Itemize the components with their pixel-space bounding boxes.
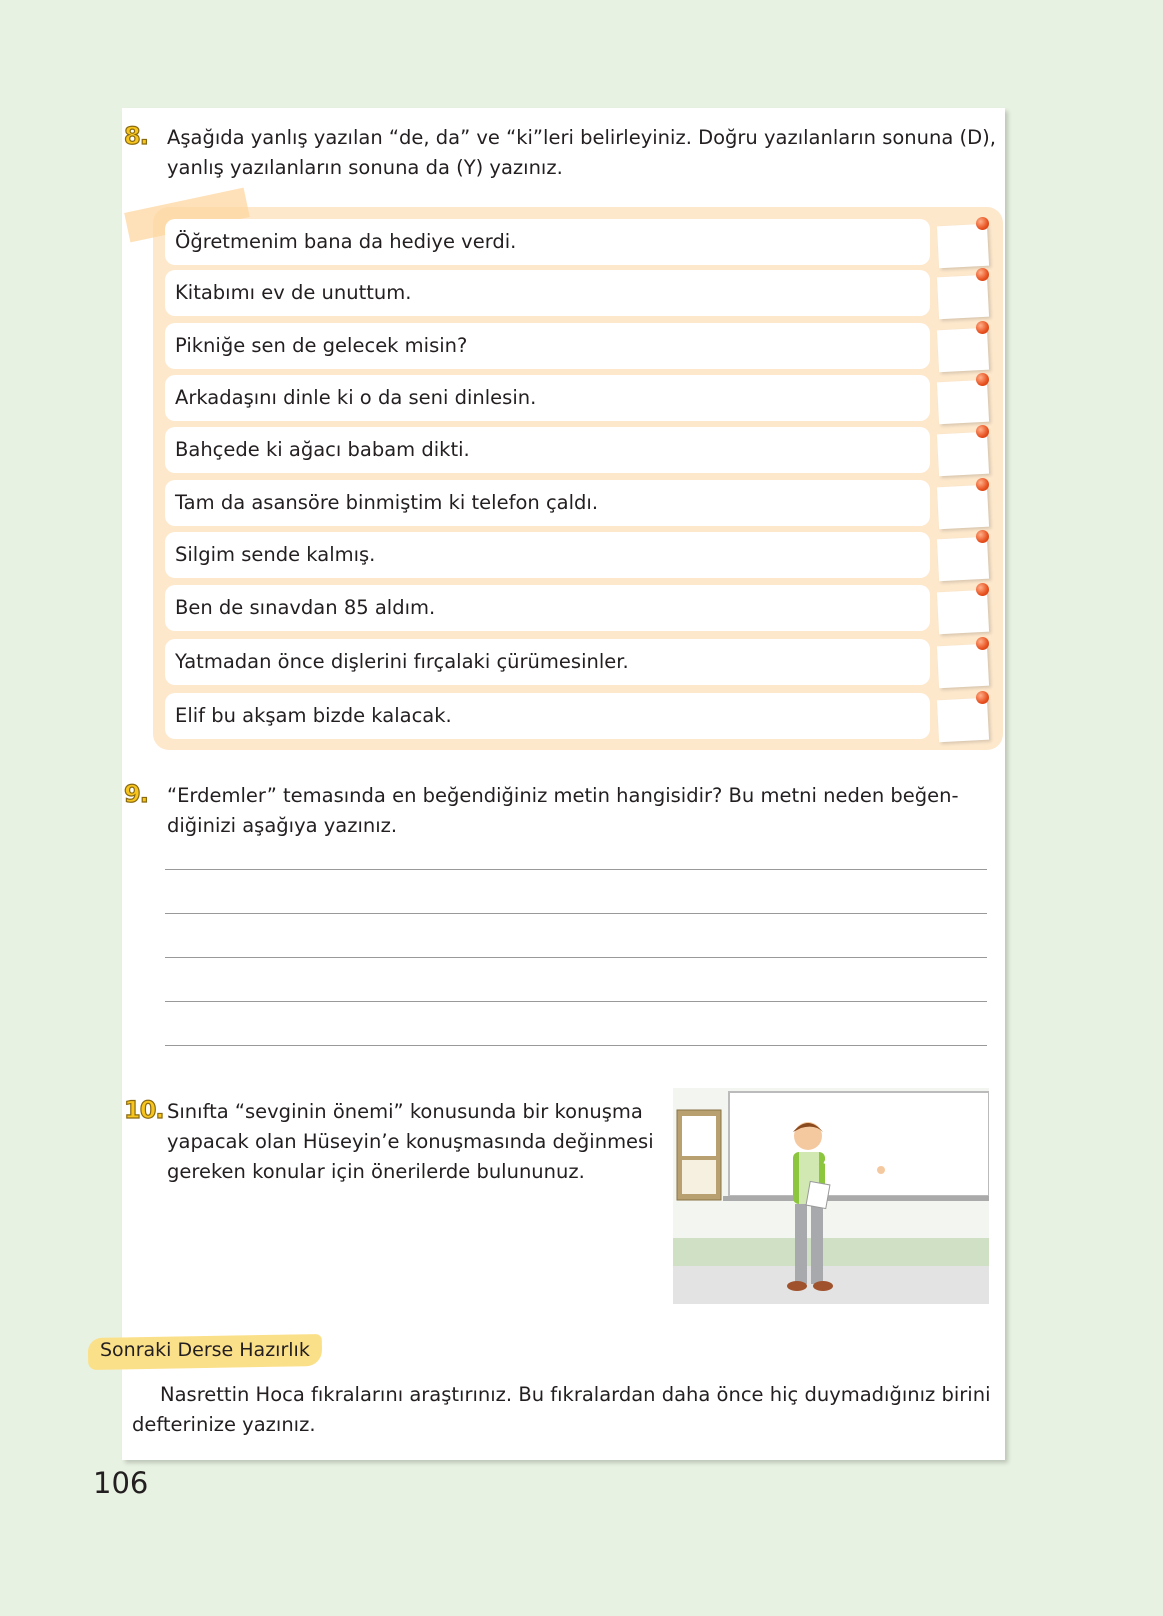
teacher-illustration	[673, 1088, 989, 1304]
question-9-line1: “Erdemler” temasında en beğendiğiniz metin hangisidir? Bu metni neden beğen-	[167, 784, 959, 807]
sentence-row	[165, 270, 930, 316]
pushpin-icon	[976, 530, 989, 543]
pushpin-icon	[976, 217, 989, 230]
pushpin-icon	[976, 268, 989, 281]
answer-note[interactable]	[937, 644, 989, 689]
next-lesson-line2: defterinize yazınız.	[132, 1413, 316, 1436]
question-10-line3: gereken konular için önerilerde bulununuz.	[167, 1160, 585, 1183]
sentence-row	[165, 323, 930, 369]
sentence-row	[165, 639, 930, 685]
sentence-text: Silgim sende kalmış.	[175, 543, 376, 566]
question-10-line1: Sınıfta “sevginin önemi” konusunda bir konuşma	[167, 1100, 643, 1123]
pushpin-icon	[976, 583, 989, 596]
question-9-line2: diğinizi aşağıya yazınız.	[167, 814, 398, 837]
page-number: 106	[93, 1466, 149, 1500]
answer-note[interactable]	[937, 432, 989, 477]
sentence-text: Pikniğe sen de gelecek misin?	[175, 334, 468, 357]
question-8-line1: Aşağıda yanlış yazılan “de, da” ve “ki”leri belirleyiniz. Doğru yazılanların sonuna (D),	[167, 126, 996, 149]
question-10-number: 10.	[124, 1096, 164, 1124]
question-8-line2: yanlış yazılanların sonuna da (Y) yazınız.	[167, 156, 563, 179]
question-10-line2: yapacak olan Hüseyin’e konuşmasında değinmesi	[167, 1130, 654, 1153]
pushpin-icon	[976, 637, 989, 650]
answer-note[interactable]	[937, 698, 989, 743]
question-9-text	[167, 781, 959, 841]
pushpin-icon	[976, 691, 989, 704]
sentence-row	[165, 427, 930, 473]
sentence-row	[165, 375, 930, 421]
next-lesson-text	[132, 1380, 990, 1440]
sentence-text: Elif bu akşam bizde kalacak.	[175, 704, 452, 727]
answer-note[interactable]	[937, 275, 989, 320]
next-lesson-line1: Nasrettin Hoca fıkralarını araştırınız. Bu fıkralardan daha önce hiç duymadığınız birini	[160, 1383, 991, 1406]
question-9-number: 9.	[124, 780, 148, 808]
answer-note[interactable]	[937, 224, 989, 269]
sentence-text: Arkadaşını dinle ki o da seni dinlesin.	[175, 386, 537, 409]
answer-line[interactable]	[165, 957, 987, 958]
sentence-row	[165, 219, 930, 265]
sentence-row	[165, 480, 930, 526]
pushpin-icon	[976, 425, 989, 438]
question-8-text	[167, 123, 996, 183]
sentence-row	[165, 693, 930, 739]
answer-line[interactable]	[165, 869, 987, 870]
answer-note[interactable]	[937, 380, 989, 425]
answer-note[interactable]	[937, 537, 989, 582]
pushpin-icon	[976, 373, 989, 386]
answer-line[interactable]	[165, 1001, 987, 1002]
sentence-text: Öğretmenim bana da hediye verdi.	[175, 230, 517, 253]
question-8-number: 8.	[124, 122, 148, 150]
answer-line[interactable]	[165, 913, 987, 914]
sentence-text: Ben de sınavdan 85 aldım.	[175, 596, 436, 619]
sentence-row	[165, 532, 930, 578]
sentence-row	[165, 585, 930, 631]
next-lesson-heading: Sonraki Derse Hazırlık	[100, 1339, 310, 1361]
sentence-text: Tam da asansöre binmiştim ki telefon çaldı.	[175, 491, 599, 514]
answer-note[interactable]	[937, 328, 989, 373]
question-10-text	[167, 1097, 654, 1187]
answer-line[interactable]	[165, 1045, 987, 1046]
answer-note[interactable]	[937, 590, 989, 635]
pushpin-icon	[976, 478, 989, 491]
sentence-text: Bahçede ki ağacı babam dikti.	[175, 438, 470, 461]
sentence-text: Kitabımı ev de unuttum.	[175, 281, 412, 304]
pushpin-icon	[976, 321, 989, 334]
answer-note[interactable]	[937, 485, 989, 530]
sentence-text: Yatmadan önce dişlerini fırçalaki çürümesinler.	[175, 650, 629, 673]
